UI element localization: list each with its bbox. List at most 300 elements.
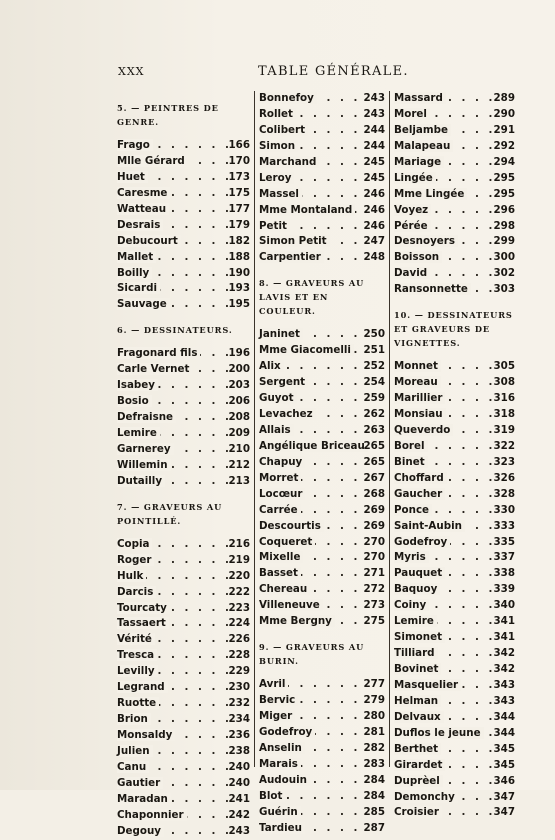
- index-entry: [117, 744, 250, 760]
- entry-name: [394, 519, 465, 535]
- entry-page: 318: [493, 408, 515, 420]
- entry-page: 203: [228, 379, 250, 392]
- section-heading: 6. — DESSINATEURS.: [117, 325, 233, 336]
- entry-page: 226: [228, 633, 250, 646]
- entry-name-text: Sergent: [259, 376, 308, 388]
- entry-page: 283: [363, 757, 385, 770]
- entry-name-text: Miger: [259, 710, 295, 722]
- entry-name-text: Desrais: [117, 219, 163, 231]
- entry-name: [259, 203, 355, 219]
- index-entry: [117, 648, 250, 664]
- entry-name-text: Baquoy: [394, 583, 440, 595]
- entry-name: [259, 773, 310, 789]
- entry-page: 343: [493, 694, 515, 707]
- entry-name-text: Defraisne: [117, 411, 176, 423]
- section-spacer: [117, 130, 250, 138]
- entry-page: 275: [363, 615, 385, 628]
- entry-name: [394, 790, 458, 806]
- entry-name-text: Carle Vernet: [117, 363, 192, 375]
- index-entry: [259, 725, 385, 741]
- entry-page: 281: [363, 725, 385, 738]
- entry-name: [259, 821, 305, 837]
- entry-name: [117, 426, 160, 442]
- index-entry: [117, 154, 250, 170]
- entry-page: 243: [363, 107, 385, 120]
- entry-page: 341: [493, 631, 515, 644]
- entry-name-text: Copia: [117, 538, 152, 550]
- entry-page: 268: [363, 487, 385, 500]
- entry-name: [259, 805, 301, 821]
- entry-page: 177: [228, 202, 250, 215]
- entry-name: [117, 632, 155, 648]
- entry-name: [117, 664, 158, 680]
- entry-page: 243: [363, 92, 385, 104]
- entry-name-text: Alix: [259, 360, 284, 372]
- section-heading: 10. — DESSINATEURS ET GRAVEURS DE VIGNETTES.: [394, 310, 513, 349]
- entry-page: 208: [228, 411, 250, 424]
- index-entry: [259, 693, 385, 709]
- entry-name: [394, 155, 444, 171]
- entry-page: 263: [363, 423, 385, 436]
- index-entry: [394, 487, 515, 503]
- entry-name: [394, 726, 484, 742]
- entry-name: [394, 774, 443, 790]
- entry-name-text: Simonet: [394, 631, 445, 643]
- index-entry: [117, 680, 250, 696]
- entry-name: [394, 91, 446, 107]
- entry-page: 240: [228, 776, 250, 789]
- entry-page: 250: [363, 328, 385, 341]
- index-entry: [394, 805, 515, 821]
- entry-name-text: Monsiau: [394, 408, 446, 420]
- index-entry: [259, 407, 385, 423]
- entry-name-text: Morret: [259, 472, 301, 484]
- entry-name-text: Carpentier: [259, 251, 324, 263]
- entry-name-text: Roger: [117, 554, 154, 566]
- entry-name-text: Duprèel: [394, 775, 443, 787]
- entry-page: 302: [493, 267, 515, 280]
- entry-name-text: Demonchy: [394, 791, 458, 803]
- entry-name: [394, 266, 430, 282]
- entry-name: [394, 455, 428, 471]
- entry-name: [117, 186, 170, 202]
- entry-page: 223: [228, 601, 250, 614]
- entry-page: 270: [363, 535, 385, 548]
- entry-name: [394, 171, 436, 187]
- entry-name-text: Tresca: [117, 649, 157, 661]
- entry-name-text: Lemire: [394, 615, 437, 627]
- index-entry: [394, 582, 515, 598]
- index-entry: [259, 171, 385, 187]
- entry-page: 246: [363, 219, 385, 232]
- entry-page: 190: [228, 266, 250, 279]
- entry-name: [117, 537, 152, 553]
- index-entry: [117, 569, 250, 585]
- entry-name: [259, 550, 303, 566]
- entry-name-text: Beljambe: [394, 124, 451, 136]
- entry-name: [259, 439, 368, 455]
- index-entry: [259, 327, 385, 343]
- entry-name: [259, 566, 301, 582]
- entry-page: 333: [493, 519, 515, 532]
- entry-name: [259, 455, 305, 471]
- index-entry: [117, 458, 250, 474]
- entry-name-text: Levachez: [259, 408, 316, 420]
- index-entry: [117, 585, 250, 601]
- index-entry: [259, 203, 385, 219]
- entry-page: 267: [363, 471, 385, 484]
- index-entry: [394, 250, 515, 266]
- entry-name-text: Blot: [259, 790, 285, 802]
- entry-name-text: Mme Lingée: [394, 188, 467, 200]
- section-spacer: [259, 266, 385, 274]
- index-entry: [394, 234, 515, 250]
- entry-name-text: Darcis: [117, 586, 156, 598]
- index-entry: [394, 266, 515, 282]
- index-entry: [394, 455, 515, 471]
- entry-page: 289: [493, 92, 515, 104]
- entry-name: [259, 187, 302, 203]
- entry-name-text: Duflos le jeune: [394, 727, 484, 739]
- entry-name: [117, 218, 163, 234]
- entry-name-text: Mlle Gérard: [117, 155, 188, 167]
- entry-name-text: Ponce: [394, 504, 432, 516]
- entry-name-text: Boisson: [394, 251, 442, 263]
- entry-name-text: Voyez: [394, 204, 431, 216]
- entry-name-text: Chaponnier: [117, 809, 187, 821]
- entry-name-text: Lemire: [117, 427, 160, 439]
- index-entry: [259, 805, 385, 821]
- entry-name-text: Binet: [394, 456, 428, 468]
- entry-name: [117, 616, 169, 632]
- entry-page: 210: [228, 442, 250, 455]
- entry-name-text: Locœur: [259, 488, 305, 500]
- index-entry: [394, 391, 515, 407]
- entry-page: 259: [363, 392, 385, 405]
- entry-name: [117, 297, 170, 313]
- entry-page: 287: [363, 821, 385, 834]
- entry-name: [117, 696, 159, 712]
- entry-name: [259, 234, 330, 250]
- entry-page: 269: [363, 503, 385, 516]
- entry-page: 339: [493, 583, 515, 596]
- entry-name: [394, 710, 444, 726]
- entry-name: [117, 281, 160, 297]
- entry-name: [117, 266, 152, 282]
- entry-page: 243: [228, 824, 250, 837]
- entry-page: 279: [363, 694, 385, 707]
- index-entry: [117, 537, 250, 553]
- entry-page: 345: [493, 758, 515, 771]
- index-entry: [259, 375, 385, 391]
- entry-page: 173: [228, 170, 250, 183]
- entry-name-text: Watteau: [117, 203, 169, 215]
- entry-name-text: Desnoyers: [394, 235, 458, 247]
- entry-page: 188: [228, 250, 250, 263]
- entry-name-text: Ransonnette: [394, 283, 471, 295]
- entry-page: 337: [493, 551, 515, 564]
- section-heading: 9. — GRAVEURS AU BURIN.: [259, 642, 365, 667]
- entry-name: [394, 598, 429, 614]
- entry-name-text: Gautier: [117, 777, 163, 789]
- entry-page: 236: [228, 729, 250, 741]
- entry-page: 224: [228, 617, 250, 630]
- entry-name: [394, 187, 467, 203]
- entry-page: 220: [228, 569, 250, 582]
- entry-name: [259, 359, 284, 375]
- index-entry: [394, 678, 515, 694]
- entry-page: 195: [228, 298, 250, 311]
- entry-page: 347: [493, 806, 515, 819]
- index-entry: [259, 343, 385, 359]
- entry-name-text: Borel: [394, 440, 428, 452]
- entry-name-text: Monnet: [394, 360, 441, 372]
- entry-name: [117, 585, 156, 601]
- entry-name-text: Degouy: [117, 825, 164, 837]
- section-spacer: [394, 298, 515, 306]
- entry-name: [259, 741, 305, 757]
- entry-name: [259, 677, 288, 693]
- entry-name: [117, 474, 165, 490]
- index-entry: [259, 677, 385, 693]
- entry-name-text: Mixelle: [259, 551, 303, 563]
- entry-name-text: Avril: [259, 678, 288, 690]
- entry-page: 229: [228, 665, 250, 678]
- index-entry: [117, 218, 250, 234]
- entry-name: [394, 662, 441, 678]
- entry-name-text: Julien: [117, 745, 153, 757]
- entry-name: [259, 757, 301, 773]
- column-rule-2: [389, 91, 390, 767]
- entry-name: [394, 694, 441, 710]
- index-entry: [394, 359, 515, 375]
- index-entry: [117, 378, 250, 394]
- entry-name: [259, 598, 323, 614]
- entry-name: [259, 250, 324, 266]
- entry-page: 344: [493, 710, 515, 723]
- entry-page: 269: [363, 519, 385, 532]
- entry-name-text: Massard: [394, 92, 446, 104]
- entry-page: 179: [228, 218, 250, 231]
- entry-name: [117, 808, 187, 824]
- section-spacer: [394, 351, 515, 359]
- entry-name-text: Chereau: [259, 583, 310, 595]
- entry-name: [117, 744, 153, 760]
- entry-name-text: Sicardi: [117, 282, 160, 294]
- index-entry: [117, 138, 250, 154]
- entry-name-text: Mallet: [117, 251, 156, 263]
- entry-page: 262: [363, 408, 385, 420]
- entry-name: [117, 394, 152, 410]
- entry-page: 240: [228, 760, 250, 773]
- index-entry: [394, 139, 515, 155]
- entry-name: [259, 503, 301, 519]
- index-entry: [259, 757, 385, 773]
- entry-name-text: Villeneuve: [259, 599, 323, 611]
- index-entry: [117, 760, 250, 776]
- entry-page: 222: [228, 585, 250, 598]
- entry-name: [394, 391, 445, 407]
- index-entry: [394, 219, 515, 235]
- index-entry: [117, 410, 250, 426]
- entry-name: [394, 503, 432, 519]
- entry-name: [394, 582, 440, 598]
- entry-name-text: Brion: [117, 713, 151, 725]
- entry-name: [117, 458, 171, 474]
- column-rule-1: [254, 91, 255, 767]
- index-entry: [394, 758, 515, 774]
- index-entry: [117, 792, 250, 808]
- entry-name: [259, 487, 305, 503]
- entry-name-text: Tilliard: [394, 647, 438, 659]
- index-entry: [394, 155, 515, 171]
- index-entry: [259, 503, 385, 519]
- index-entry: [259, 359, 385, 375]
- index-entry: [394, 203, 515, 219]
- entry-page: 244: [363, 139, 385, 152]
- entry-page: 342: [493, 663, 515, 675]
- entry-name: [259, 407, 316, 423]
- entry-name: [117, 569, 146, 585]
- entry-name: [259, 693, 298, 709]
- entry-page: 294: [493, 155, 515, 168]
- index-entry: [394, 710, 515, 726]
- index-entry: [259, 789, 385, 805]
- entry-name-text: Ruotte: [117, 697, 159, 709]
- entry-page: 175: [228, 186, 250, 199]
- entry-page: 248: [363, 251, 385, 264]
- entry-name-text: Malapeau: [394, 140, 453, 152]
- index-entry: [259, 234, 385, 250]
- entry-name-text: Carrée: [259, 504, 301, 516]
- entry-name: [117, 202, 169, 218]
- entry-name-text: Caresme: [117, 187, 170, 199]
- entry-name: [259, 789, 285, 805]
- entry-name: [117, 362, 192, 378]
- entry-page: 328: [493, 487, 515, 500]
- entry-name: [117, 250, 156, 266]
- index-entry: [259, 550, 385, 566]
- entry-name-text: Bonnefoy: [259, 92, 317, 104]
- entry-name-text: Mme Montaland: [259, 204, 355, 216]
- entry-name: [394, 250, 442, 266]
- entry-page: 341: [493, 615, 515, 628]
- index-entry: [117, 297, 250, 313]
- index-entry: [259, 107, 385, 123]
- entry-name: [117, 824, 164, 840]
- entry-name-text: Angélique Briceau: [259, 440, 368, 452]
- entry-name: [259, 327, 303, 343]
- entry-name-text: Petit: [259, 220, 290, 232]
- index-entry: [117, 712, 250, 728]
- entry-name-text: Pauquet: [394, 567, 445, 579]
- entry-name-text: Mariage: [394, 156, 444, 168]
- index-entry: [117, 728, 250, 744]
- entry-page: 234: [228, 713, 250, 726]
- entry-page: 265: [363, 439, 385, 452]
- entry-name: [117, 154, 188, 170]
- entry-page: 270: [363, 551, 385, 564]
- entry-name-text: Tourcaty: [117, 602, 170, 614]
- entry-page: 166: [228, 139, 250, 151]
- index-entry: [394, 503, 515, 519]
- index-entry: [117, 808, 250, 824]
- entry-name-text: Legrand: [117, 681, 168, 693]
- index-entry: [259, 535, 385, 551]
- index-entry: [117, 266, 250, 282]
- entry-page: 347: [493, 790, 515, 803]
- index-entry: [394, 646, 515, 662]
- index-entry: [394, 726, 515, 742]
- entry-name: [394, 646, 438, 662]
- index-entry: [394, 662, 515, 678]
- entry-name: [394, 123, 451, 139]
- index-entry: [259, 423, 385, 439]
- index-entry: [259, 123, 385, 139]
- entry-page: 244: [363, 123, 385, 136]
- index-entry: [394, 630, 515, 646]
- entry-name-text: Massel: [259, 188, 302, 200]
- entry-name: [117, 760, 149, 776]
- entry-page: 291: [493, 123, 515, 136]
- entry-page: 326: [493, 471, 515, 484]
- index-entry: [117, 362, 250, 378]
- entry-name: [394, 471, 447, 487]
- entry-name-text: Queverdo: [394, 424, 453, 436]
- entry-page: 316: [493, 392, 515, 405]
- entry-name: [394, 614, 437, 630]
- page-number: XXX: [118, 65, 145, 78]
- entry-page: 282: [363, 741, 385, 754]
- entry-name: [117, 648, 157, 664]
- entry-page: 338: [493, 567, 515, 580]
- entry-name-text: Audouin: [259, 774, 310, 786]
- entry-page: 219: [228, 553, 250, 566]
- index-entry: [394, 535, 515, 551]
- entry-page: 298: [493, 219, 515, 232]
- entry-name-text: Canu: [117, 761, 149, 773]
- section-spacer: [259, 669, 385, 677]
- entry-name: [117, 712, 151, 728]
- entry-page: 251: [363, 344, 385, 357]
- entry-name-text: Bosio: [117, 395, 152, 407]
- entry-page: 284: [363, 773, 385, 786]
- entry-name-text: Tassaert: [117, 617, 169, 629]
- index-entry: [259, 439, 385, 455]
- index-entry: [117, 186, 250, 202]
- section-spacer: [117, 313, 250, 321]
- index-entry: [259, 582, 385, 598]
- entry-page: 319: [493, 423, 515, 436]
- entry-name-text: Godefroy: [394, 536, 450, 548]
- entry-page: 335: [493, 535, 515, 548]
- index-entry: [394, 694, 515, 710]
- entry-page: 182: [228, 234, 250, 247]
- index-entry: [259, 219, 385, 235]
- entry-page: 206: [228, 395, 250, 408]
- entry-name: [259, 709, 295, 725]
- entry-name-text: Saint-Aubin: [394, 520, 465, 532]
- entry-page: 216: [228, 537, 250, 550]
- entry-name-text: Allais: [259, 424, 294, 436]
- index-entry: [394, 91, 515, 107]
- index-entry: [117, 234, 250, 250]
- entry-name-text: Levilly: [117, 665, 158, 677]
- entry-name-text: Monsaldy: [117, 729, 175, 741]
- entry-page: 212: [228, 458, 250, 471]
- entry-page: 209: [228, 427, 250, 439]
- entry-page: 346: [493, 774, 515, 787]
